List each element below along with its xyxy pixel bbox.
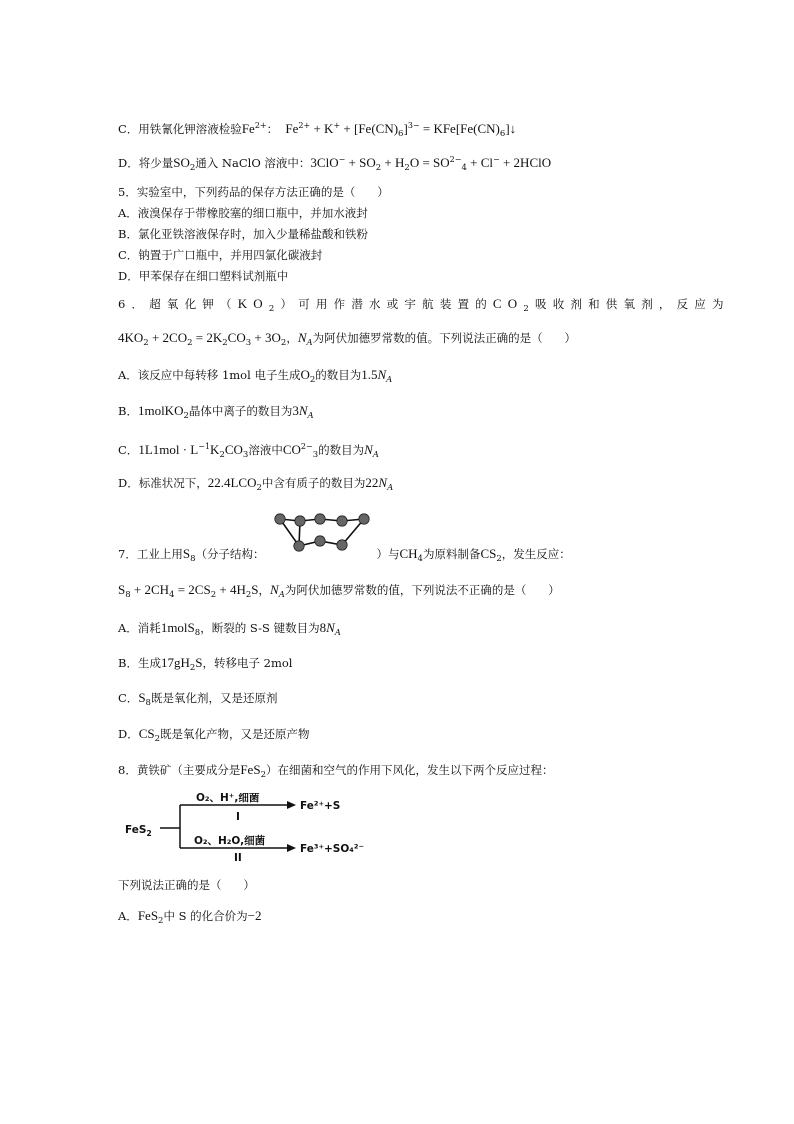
formula-text: ]↓ (505, 121, 517, 136)
formula-text: 1L1mol · L (138, 442, 199, 457)
subscript: 2 (404, 163, 410, 173)
formula-text: + SO (345, 155, 376, 170)
subscript: 2 (222, 338, 228, 348)
text-segment: C．用铁氰化钾溶液检验 (118, 122, 242, 136)
formula-text: + 4H (216, 582, 246, 597)
text-segment: 既是氧化产物，又是还原产物 (160, 727, 310, 741)
text-segment: 8．黄铁矿（主要成分是 (118, 763, 241, 777)
formula-text: Fe (241, 121, 255, 136)
superscript: 2− (449, 155, 462, 164)
subscript: 2 (154, 734, 161, 744)
text-segment: ）与 (376, 547, 400, 561)
text-segment: ， (286, 331, 298, 345)
formula-text: = 2K (192, 330, 223, 345)
formula-text: 3 (292, 403, 299, 418)
text-segment: B．氯化亚铁溶液保存时，加入少量稀盐酸和铁粉 (118, 227, 368, 241)
superscript: 2+ (254, 121, 267, 130)
subscript: 3 (312, 450, 319, 460)
subscript: 2 (523, 304, 535, 314)
subscript: 3 (245, 338, 252, 348)
subscript: 6 (398, 129, 404, 139)
question-7-option-a (118, 620, 341, 641)
formula-text: N (377, 367, 387, 382)
formula-text: FeS (137, 908, 159, 923)
text-segment: B． (118, 404, 138, 418)
formula-text: −2 (247, 908, 262, 923)
formula-text: CO (224, 442, 243, 457)
formula-text: CS (480, 546, 497, 561)
question-7-option-d (118, 726, 310, 747)
text-segment: ）在细菌和空气的作用下风化，发生以下两个反应过程： (265, 763, 554, 777)
question-6-stem-line-2 (118, 330, 576, 351)
subscript: 4 (417, 554, 423, 564)
subscript: 2 (245, 590, 252, 600)
formula-text: CO (227, 330, 246, 345)
formula-text: S (138, 690, 146, 705)
question-6-option-d (118, 475, 393, 496)
text-segment: 6．超氧化钾（ (118, 297, 238, 311)
formula-text: CO (492, 296, 524, 311)
formula-text: ] (403, 121, 408, 136)
lower-conditions: O₂、H₂O,细菌 (194, 835, 266, 847)
text-segment: D．将少量 (118, 156, 174, 170)
lower-product: Fe³⁺+SO₄²⁻ (300, 843, 365, 855)
text-segment: D．甲苯保存在细口塑料试剂瓶中 (118, 269, 289, 283)
text-segment: 为阿伏加德罗常数的值，下列说法不正确的是（ ） (284, 583, 560, 597)
formula-text: N (298, 403, 308, 418)
text-segment: 下列说法正确的是（ ） (118, 878, 255, 892)
subscript: 2 (268, 304, 281, 314)
text-segment: C． (118, 443, 139, 457)
formula-text: 1molKO (137, 403, 184, 418)
formula-text: 1molS (160, 620, 195, 635)
formula-text: N (378, 475, 388, 490)
option-c-ferricyanide (118, 118, 516, 142)
superscript: − (338, 155, 346, 164)
text-segment: A． (118, 909, 138, 923)
subscript: 2 (183, 411, 189, 421)
question-5-option-c (118, 247, 322, 263)
text-segment: ，断裂的 S-S 键数目为 (200, 621, 320, 635)
lower-arrowhead (287, 844, 296, 852)
formula-text: CO (282, 442, 301, 457)
superscript: + (333, 121, 341, 130)
reaction-scheme-diagram (118, 793, 368, 863)
question-7-stem-line-1 (118, 546, 571, 567)
formula-text: N (297, 330, 307, 345)
text-segment: 为阿伏加德罗常数的值。下列说法正确的是（ ） (312, 331, 577, 345)
scheme-reactant: FeS$_2$ (125, 824, 152, 838)
formula-text: + K (310, 121, 334, 136)
formula-text: + Cl (466, 155, 494, 170)
subscript: A (386, 375, 393, 385)
text-segment: 5．实验室中，下列药品的保存方法正确的是（ ） (118, 185, 389, 199)
formula-text: + H (381, 155, 405, 170)
formula-text: KO (237, 296, 269, 311)
text-segment: ，转移电子 2mol (202, 656, 293, 670)
superscript: 2− (300, 442, 313, 451)
formula-text: CS (138, 726, 155, 741)
formula-text: N (326, 620, 335, 635)
formula-text: S (182, 546, 191, 561)
subscript: 2 (496, 554, 502, 564)
formula-text: Fe (285, 121, 299, 136)
superscript: −1 (198, 442, 211, 451)
subscript: 2 (256, 483, 262, 493)
text-segment: 中含有质子的数目为 (261, 476, 366, 490)
formula-text: 8 (319, 620, 327, 635)
formula-text: O = SO (409, 155, 450, 170)
subscript: 8 (190, 554, 196, 564)
text-segment: ）可用作潜水或宇航装置的 (280, 297, 493, 311)
formula-text: + 2CO (148, 330, 188, 345)
subscript: 2 (189, 163, 196, 173)
question-5-option-b (118, 226, 368, 242)
question-6-stem-line-1 (118, 296, 730, 317)
text-segment: 吸收剂和供氧剂，反应为 (535, 297, 730, 311)
formula-text: 22 (365, 475, 379, 490)
text-segment: 晶体中离子的数目为 (188, 404, 293, 418)
subscript: 2 (309, 375, 316, 385)
formula-text: CH (399, 546, 418, 561)
question-6-option-a (118, 367, 392, 388)
text-segment: A．消耗 (118, 621, 161, 635)
formula-text: 4KO (118, 330, 144, 345)
text-segment: 既是氧化剂，又是还原剂 (150, 691, 278, 705)
question-7-option-c (118, 690, 277, 711)
subscript: A (278, 590, 285, 600)
text-segment: ： (266, 122, 286, 136)
formula-text: S (251, 582, 259, 597)
subscript: A (306, 338, 313, 348)
text-segment: 为原料制备 (422, 547, 481, 561)
text-segment: A．该反应中每转移 1mol 电子生成 (118, 368, 301, 382)
formula-text: + 3O (251, 330, 281, 345)
formula-text: = KFe[Fe(CN) (419, 121, 500, 136)
subscript: 2 (189, 663, 196, 673)
formula-text: 17gH (160, 655, 190, 670)
text-segment: （分子结构： (195, 547, 265, 561)
formula-text: SO (173, 155, 190, 170)
subscript: A (372, 450, 379, 460)
question-6-option-c (118, 439, 379, 463)
subscript: 3 (242, 450, 249, 460)
formula-text: N (270, 582, 279, 597)
text-segment: 通入 NaClO 溶液中： (195, 156, 311, 170)
text-segment: ， (258, 583, 271, 597)
superscript: 2+ (298, 121, 311, 130)
formula-text: + 2CH (130, 582, 170, 597)
text-segment: 中 S 的化合价为 (163, 909, 248, 923)
upper-product: Fe²⁺+S (300, 800, 341, 812)
option-d-so2-naclo (118, 152, 551, 176)
subscript: 2 (158, 916, 164, 926)
text-segment: ，发生反应： (501, 547, 571, 561)
subscript: 8 (145, 698, 151, 708)
subscript: A (334, 628, 341, 638)
text-segment: B．生成 (118, 656, 161, 670)
question-5-option-d (118, 268, 288, 284)
formula-text: 22.4LCO (207, 475, 257, 490)
formula-text: 1.5 (361, 367, 378, 382)
subscript: 2 (260, 770, 266, 780)
text-segment: 7．工业上用 (118, 547, 183, 561)
formula-text: 3ClO (310, 155, 339, 170)
subscript: 8 (125, 590, 131, 600)
subscript: A (307, 411, 314, 421)
text-segment: 的数目为 (318, 443, 365, 457)
formula-text: FeS (240, 762, 261, 777)
formula-text: = 2CS (174, 582, 211, 597)
question-7-option-b (118, 655, 292, 676)
formula-text: + 2HClO (499, 155, 552, 170)
subscript: 2 (210, 590, 217, 600)
text-segment: C．钠置于广口瓶中，并用四氯化碳液封 (118, 248, 323, 262)
question-8-prompt (118, 877, 255, 893)
text-segment: A．液溴保存于带橡胶塞的细口瓶中，并加水液封 (118, 206, 368, 220)
formula-text: S (118, 582, 126, 597)
superscript: − (493, 155, 500, 164)
lower-route-label: II (234, 852, 242, 863)
formula-text: S (195, 655, 203, 670)
subscript: 2 (375, 163, 382, 173)
subscript: 2 (219, 450, 225, 460)
text-segment: D． (118, 727, 139, 741)
formula-text: N (364, 442, 373, 457)
text-segment: 溶液中 (248, 443, 283, 457)
question-6-option-b (118, 403, 314, 424)
upper-conditions: O₂、H⁺,细菌 (196, 793, 260, 804)
question-5-option-a (118, 205, 368, 221)
subscript: 6 (499, 129, 506, 139)
superscript: 3− (407, 121, 420, 130)
subscript: 8 (194, 628, 201, 638)
question-8-stem (118, 762, 553, 783)
subscript: 2 (280, 338, 287, 348)
question-8-option-a (118, 908, 262, 929)
text-segment: 的数目为 (315, 368, 362, 382)
pyrite-reaction-scheme (118, 793, 368, 863)
question-5-stem (118, 184, 389, 200)
subscript: 4 (169, 590, 175, 600)
subscript: 2 (187, 338, 193, 348)
subscript: A (387, 483, 394, 493)
subscript: 2 (143, 338, 149, 348)
text-segment: D．标准状况下， (118, 476, 208, 490)
upper-arrowhead (287, 801, 296, 809)
subscript: 4 (461, 163, 467, 173)
formula-text: + [Fe(CN) (340, 121, 399, 136)
upper-route-label: I (236, 811, 240, 823)
formula-text: O (300, 367, 310, 382)
question-7-stem-line-2 (118, 582, 560, 603)
text-segment: C． (118, 691, 139, 705)
formula-text: K (210, 442, 220, 457)
